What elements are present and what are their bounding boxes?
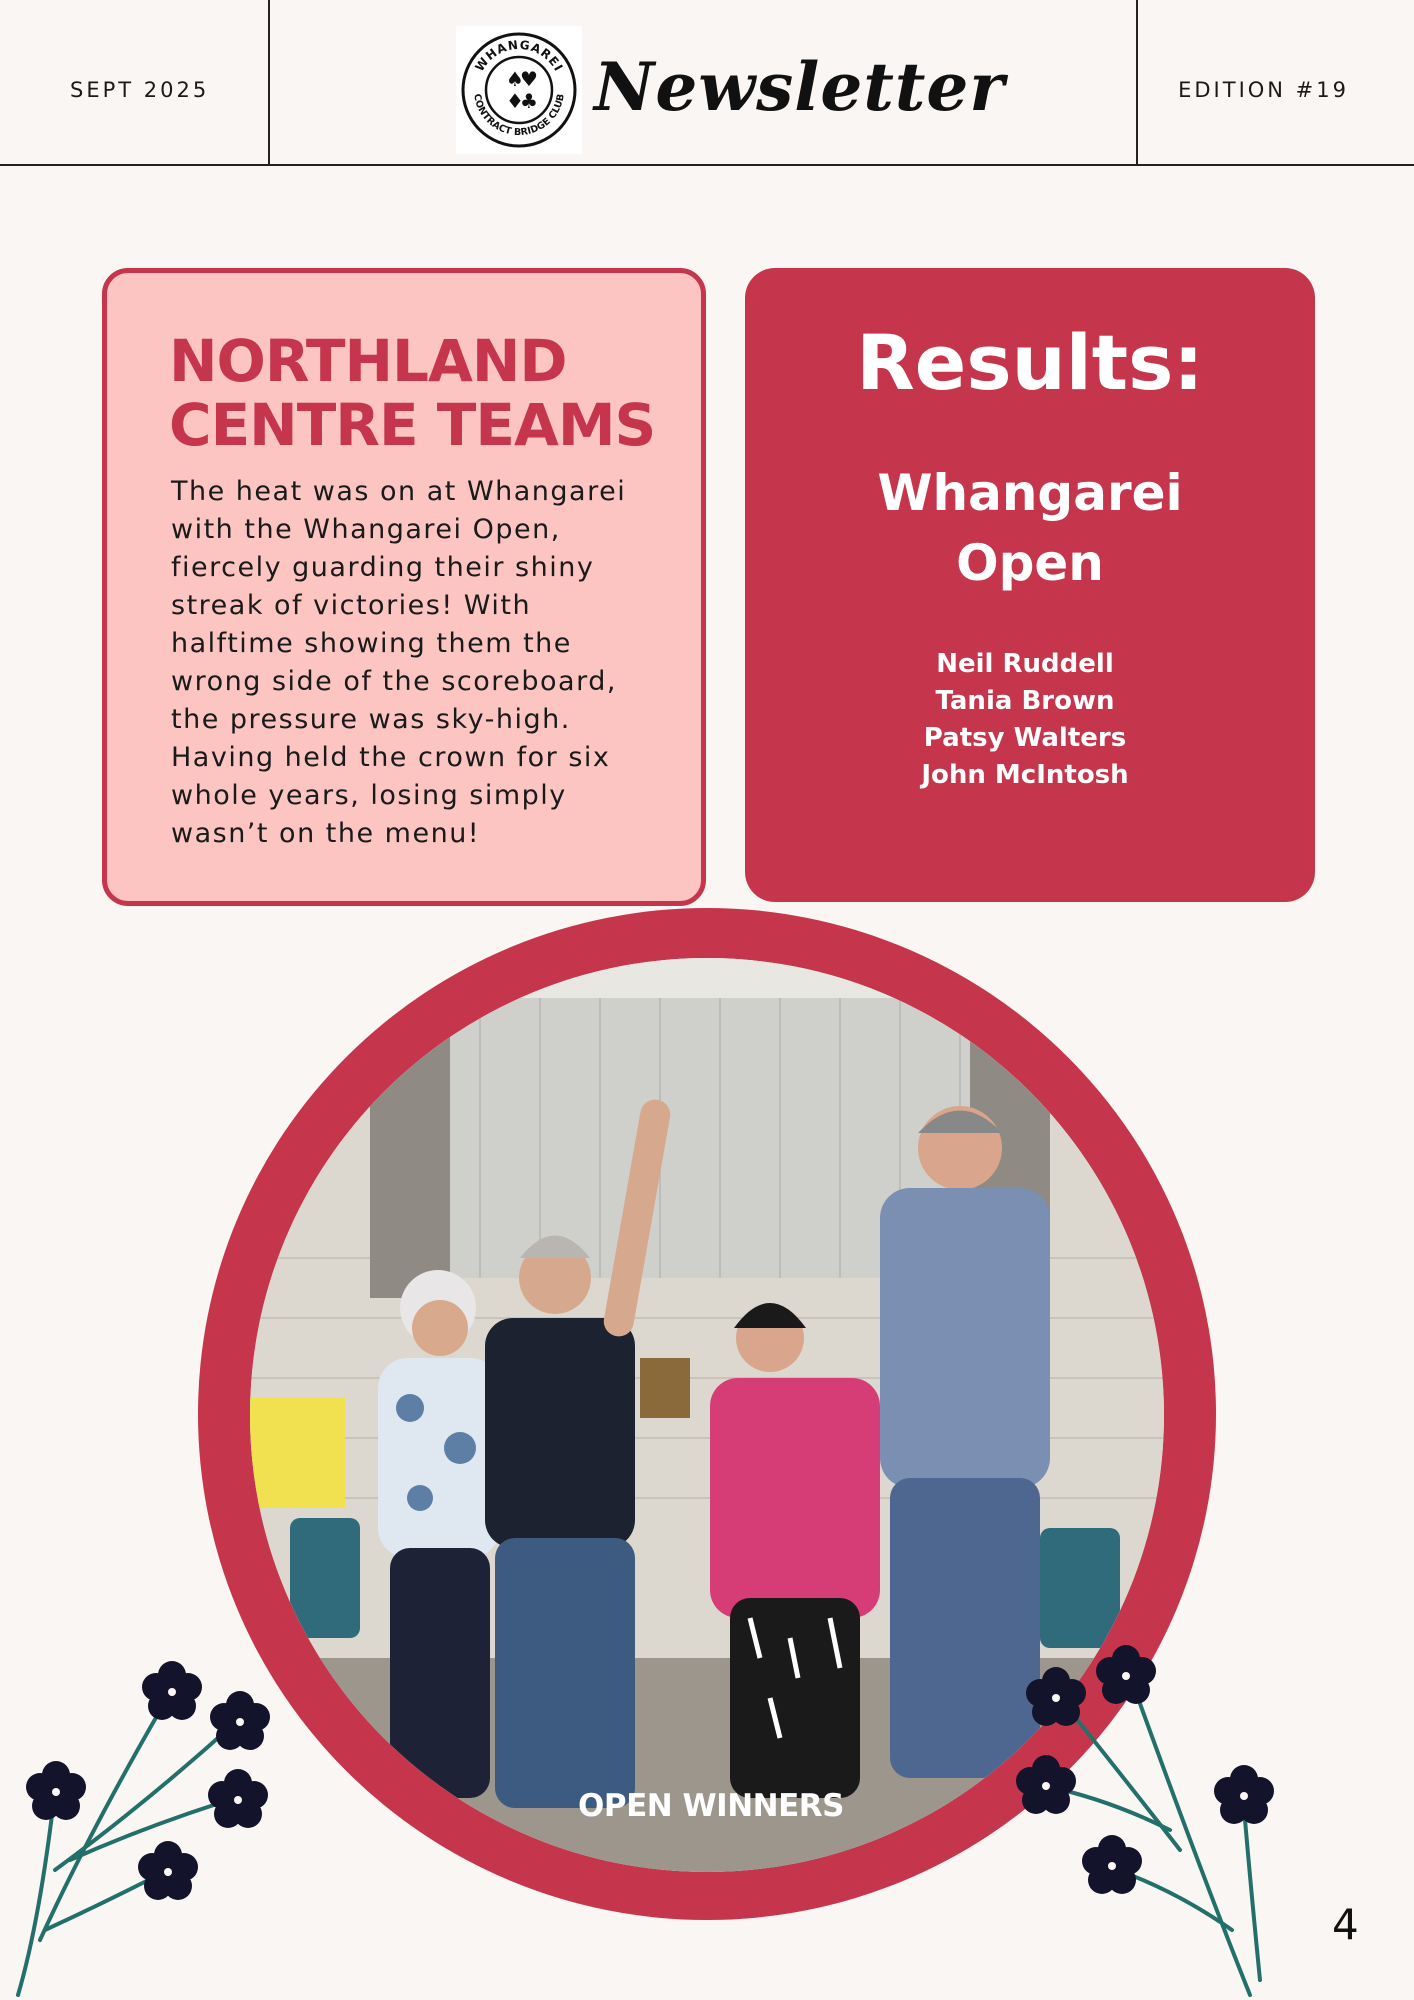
svg-text:♥: ♥ — [520, 67, 538, 91]
left-flower-stems — [18, 1690, 262, 1995]
issue-date: SEPT 2025 — [70, 78, 210, 102]
article-body-line: wasn’t on the menu! — [171, 818, 481, 849]
header-divider-left — [268, 0, 270, 166]
article-body — [171, 473, 691, 853]
article-heading-line: CENTRE TEAMS — [169, 391, 656, 459]
article-body-line: fiercely guarding their shiny — [171, 552, 595, 583]
winners-photo — [250, 958, 1164, 1872]
article-body-line: wrong side of the scoreboard, — [171, 666, 617, 697]
team-member: Tania Brown — [935, 686, 1115, 716]
article-body-line: whole years, losing simply — [171, 780, 567, 811]
club-logo — [456, 26, 582, 154]
team-name-line: Whangarei — [877, 464, 1183, 522]
article-heading-line: NORTHLAND — [169, 327, 567, 395]
article-body-line: The heat was on at Whangarei — [171, 476, 627, 507]
svg-text:♠: ♠ — [506, 67, 524, 91]
article-card — [102, 268, 706, 906]
article-body-line: streak of victories! With — [171, 590, 532, 621]
team-members-list — [745, 646, 1305, 794]
article-body-line: with the Whangarei Open, — [171, 514, 561, 545]
card-suits-logo-icon — [456, 26, 582, 154]
left-flowers — [26, 1661, 270, 1900]
svg-text:WHANGAREI: WHANGAREI — [472, 37, 566, 75]
svg-text:CONTRACT BRIDGE CLUB: CONTRACT BRIDGE CLUB — [471, 93, 567, 139]
team-name-line: Open — [956, 534, 1104, 592]
photo-caption: OPEN WINNERS — [578, 1788, 844, 1824]
article-body-line: Having held the crown for six — [171, 742, 611, 773]
winners-photo-illustration — [250, 958, 1164, 1872]
article-body-line: the pressure was sky-high. — [171, 704, 571, 735]
article-heading — [169, 329, 655, 457]
team-member: Patsy Walters — [923, 723, 1127, 753]
results-heading: Results: — [856, 318, 1204, 407]
page-number: 4 — [1332, 1900, 1359, 1949]
article-body-line: halftime showing them the — [171, 628, 572, 659]
team-member: Neil Ruddell — [936, 649, 1114, 679]
winning-team-name — [745, 458, 1315, 598]
page-header — [0, 0, 1414, 166]
newsletter-title: Newsletter — [594, 48, 1006, 126]
edition-number: EDITION #19 — [1178, 78, 1349, 102]
header-divider-right — [1136, 0, 1138, 166]
results-card — [745, 268, 1315, 902]
team-member: John McIntosh — [921, 760, 1129, 790]
svg-text:♣: ♣ — [520, 89, 538, 113]
svg-text:♦: ♦ — [506, 89, 524, 113]
